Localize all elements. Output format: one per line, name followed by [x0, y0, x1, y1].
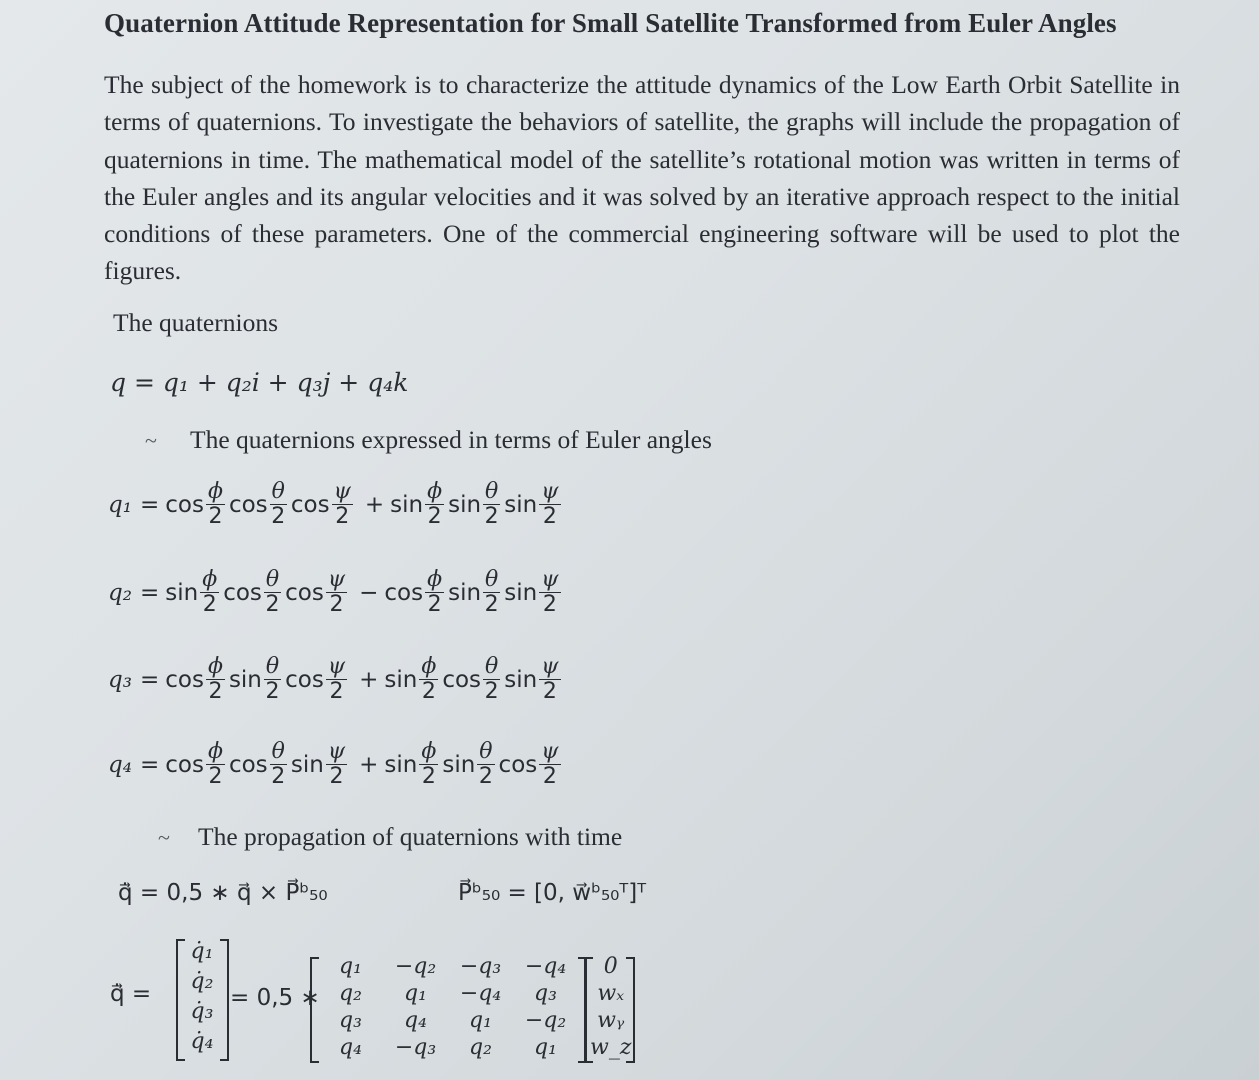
fraction-denominator: 2 [542, 679, 557, 704]
q-matrix [318, 953, 578, 1061]
fraction-numerator: ψ [541, 479, 559, 504]
half-angle-fraction [326, 568, 347, 617]
trig-function: cos [285, 666, 324, 693]
fraction-numerator: ϕ [421, 654, 437, 679]
w-entry: 0 [603, 954, 618, 979]
trig-function: sin [384, 666, 418, 693]
fraction-numerator: ψ [333, 479, 351, 504]
trig-term [165, 568, 351, 617]
trig-function: sin [290, 751, 324, 778]
fraction-numerator: θ [271, 739, 285, 764]
propagation-equation: q̇⃗ = 0,5 ∗ q⃗ × P⃗ᵇ₅₀ [118, 880, 328, 906]
trig-function: sin [504, 579, 538, 606]
half-angle-fraction [332, 480, 353, 529]
trig-function: sin [228, 666, 262, 693]
fraction-numerator: θ [479, 739, 493, 764]
fraction-denominator: 2 [329, 764, 344, 789]
equation-q3 [108, 655, 567, 704]
equation-lhs: q₁ [108, 491, 132, 518]
document-title: Quaternion Attitude Representation for Small Satellite Transformed from Euler Angles [104, 8, 1117, 38]
fraction-numerator: θ [265, 654, 280, 679]
q-matrix-entry: q₁ [534, 1035, 557, 1060]
qdot-entry: q̇₄ [190, 1029, 214, 1054]
fraction-denominator: 2 [542, 764, 557, 789]
trig-function: sin [442, 751, 476, 778]
q-matrix-entry: q₂ [339, 981, 362, 1006]
fraction-denominator: 2 [427, 592, 442, 617]
equals-sign: = [139, 579, 160, 606]
bullet-tilde-2: ~ [158, 825, 170, 850]
half-angle-fraction [419, 655, 438, 704]
w-entry: w_z [590, 1035, 632, 1060]
fraction-numerator: θ [485, 479, 499, 504]
half-angle-fraction [270, 740, 287, 789]
qdot-bracket-right [220, 939, 229, 1061]
w-entry: wₓ [597, 981, 625, 1006]
trig-function: cos [228, 491, 268, 518]
fraction-denominator: 2 [271, 504, 286, 529]
matrix-coefficient: = 0,5 ∗ [230, 985, 320, 1011]
trig-term [384, 568, 564, 617]
trig-function: cos [290, 491, 330, 518]
section-euler-heading: The quaternions expressed in terms of Euler angles [190, 425, 712, 454]
q-matrix-entry: −q₄ [524, 954, 567, 979]
trig-function: sin [504, 491, 538, 518]
fraction-numerator: ψ [541, 739, 559, 764]
trig-function: sin [448, 491, 482, 518]
fraction-denominator: 2 [542, 504, 557, 529]
half-angle-fraction [539, 568, 560, 617]
w-vector [590, 953, 632, 1061]
fraction-denominator: 2 [484, 504, 499, 529]
equals-sign: = [139, 491, 160, 518]
qdot-entry: q̇₁ [190, 939, 214, 964]
q-matrix-entry: q₁ [404, 981, 427, 1006]
qdot-vector [184, 937, 220, 1057]
w-entry: wᵧ [597, 1008, 625, 1033]
q-matrix-entry: q₄ [404, 1008, 427, 1033]
half-angle-fraction [539, 655, 560, 704]
fraction-numerator: ϕ [207, 479, 223, 504]
half-angle-fraction [419, 740, 438, 789]
fraction-numerator: ϕ [207, 739, 223, 764]
half-angle-fraction [264, 568, 281, 617]
fraction-numerator: ψ [327, 654, 346, 679]
trig-function: cos [384, 579, 424, 606]
fraction-numerator: ψ [327, 567, 346, 592]
trig-function: cos [165, 491, 204, 518]
bullet-tilde-1: ~ [145, 428, 157, 453]
equation-q1 [108, 480, 567, 529]
fraction-denominator: 2 [208, 504, 223, 529]
fraction-denominator: 2 [265, 592, 280, 617]
trig-function: sin [390, 491, 424, 518]
trig-term [384, 655, 564, 704]
section-quaternions-heading: The quaternions [113, 308, 278, 337]
half-angle-fraction [539, 740, 560, 789]
matrix-lhs: q̇⃗ = [110, 981, 152, 1007]
q-matrix-entry: −q₂ [394, 954, 437, 979]
q-matrix-entry: q₄ [339, 1035, 362, 1060]
fraction-denominator: 2 [208, 679, 223, 704]
equation-lhs: q₂ [108, 579, 132, 606]
equation-lhs: q₄ [108, 751, 132, 778]
qdot-entry: q̇₂ [190, 969, 214, 994]
fraction-numerator: ψ [541, 654, 559, 679]
half-angle-fraction [326, 740, 347, 789]
equals-sign: = [139, 751, 160, 778]
q-matrix-entry: −q₃ [459, 954, 502, 979]
half-angle-fraction [206, 480, 225, 529]
q-matrix-entry: q₃ [534, 981, 557, 1006]
operator: + [359, 666, 379, 693]
fraction-denominator: 2 [329, 679, 344, 704]
trig-term [390, 480, 564, 529]
fraction-denominator: 2 [202, 592, 217, 617]
half-angle-fraction [326, 655, 347, 704]
trig-term [165, 740, 351, 789]
trig-term [165, 655, 351, 704]
half-angle-fraction [477, 740, 494, 789]
fraction-denominator: 2 [271, 764, 286, 789]
half-angle-fraction [483, 568, 500, 617]
fraction-numerator: θ [485, 654, 499, 679]
q-matrix-entry: q₁ [469, 1008, 492, 1033]
fraction-denominator: 2 [329, 592, 344, 617]
fraction-numerator: ϕ [427, 479, 443, 504]
half-angle-fraction [425, 480, 444, 529]
q-matrix-entry: q₂ [469, 1035, 492, 1060]
half-angle-fraction [206, 655, 225, 704]
half-angle-fraction [264, 655, 281, 704]
trig-function: cos [165, 751, 204, 778]
trig-term [165, 480, 357, 529]
fraction-numerator: ϕ [427, 567, 443, 592]
fraction-denominator: 2 [484, 592, 499, 617]
fraction-denominator: 2 [484, 679, 499, 704]
qdot-entry: q̇₃ [190, 999, 214, 1024]
equation-lhs: q₃ [108, 666, 132, 693]
pb-definition: P⃗ᵇ₅₀ = [0, w⃗ᵇ₅₀ᵀ]ᵀ [458, 880, 647, 906]
trig-function: cos [285, 579, 324, 606]
trig-function: cos [442, 666, 482, 693]
operator: + [364, 491, 385, 518]
trig-term [384, 740, 564, 789]
trig-function: sin [504, 666, 538, 693]
fraction-denominator: 2 [208, 764, 223, 789]
fraction-denominator: 2 [335, 504, 350, 529]
matrix-equation [110, 935, 670, 1065]
q-matrix-entry: q₁ [339, 954, 362, 979]
fraction-numerator: θ [271, 479, 285, 504]
equation-q4 [108, 740, 567, 789]
fraction-numerator: ϕ [207, 654, 223, 679]
half-angle-fraction [270, 480, 287, 529]
half-angle-fraction [200, 568, 219, 617]
half-angle-fraction [483, 655, 500, 704]
operator: + [359, 751, 379, 778]
fraction-numerator: ϕ [202, 567, 218, 592]
intro-paragraph: The subject of the homework is to characterize the attitude dynamics of the Low Earth Orbit Satellite in terms of quaternions. To investigate the behaviors of satellite, the graphs will include the propagation of quaternions in time. The mathematical model of the satellite’s rotational motion was written in terms of the Euler angles and its angular velocities and it was solved by an iterative approach respect to the initial conditions of these parameters. One of the commercial engineering software will be used to plot the figures. [104, 70, 1180, 286]
q-matrix-entry: −q₃ [394, 1035, 437, 1060]
fraction-denominator: 2 [421, 764, 436, 789]
equals-sign: = [139, 666, 160, 693]
fraction-denominator: 2 [478, 764, 493, 789]
trig-function: sin [448, 579, 482, 606]
fraction-numerator: θ [265, 567, 280, 592]
fraction-numerator: ψ [541, 567, 559, 592]
quaternion-definition: q = q₁ + q₂i + q₃j + q₄k [110, 368, 409, 397]
half-angle-fraction [425, 568, 444, 617]
trig-function: sin [165, 579, 199, 606]
half-angle-fraction [539, 480, 560, 529]
fraction-denominator: 2 [427, 504, 442, 529]
operator: − [359, 579, 379, 606]
trig-function: cos [498, 751, 538, 778]
q-matrix-entry: q₃ [339, 1008, 362, 1033]
fraction-denominator: 2 [421, 679, 436, 704]
fraction-denominator: 2 [265, 679, 280, 704]
trig-function: cos [223, 579, 262, 606]
trig-function: sin [384, 751, 418, 778]
trig-function: cos [165, 666, 204, 693]
fraction-numerator: θ [485, 567, 499, 592]
w-bracket-right [626, 957, 635, 1063]
equation-q2 [108, 568, 567, 617]
trig-function: cos [228, 751, 268, 778]
half-angle-fraction [483, 480, 500, 529]
section-propagation-heading: The propagation of quaternions with time [198, 822, 623, 851]
fraction-numerator: ϕ [421, 739, 437, 764]
fraction-numerator: ψ [327, 739, 346, 764]
fraction-denominator: 2 [542, 592, 557, 617]
q-matrix-entry: −q₄ [459, 981, 502, 1006]
half-angle-fraction [206, 740, 225, 789]
q-matrix-entry: −q₂ [524, 1008, 567, 1033]
